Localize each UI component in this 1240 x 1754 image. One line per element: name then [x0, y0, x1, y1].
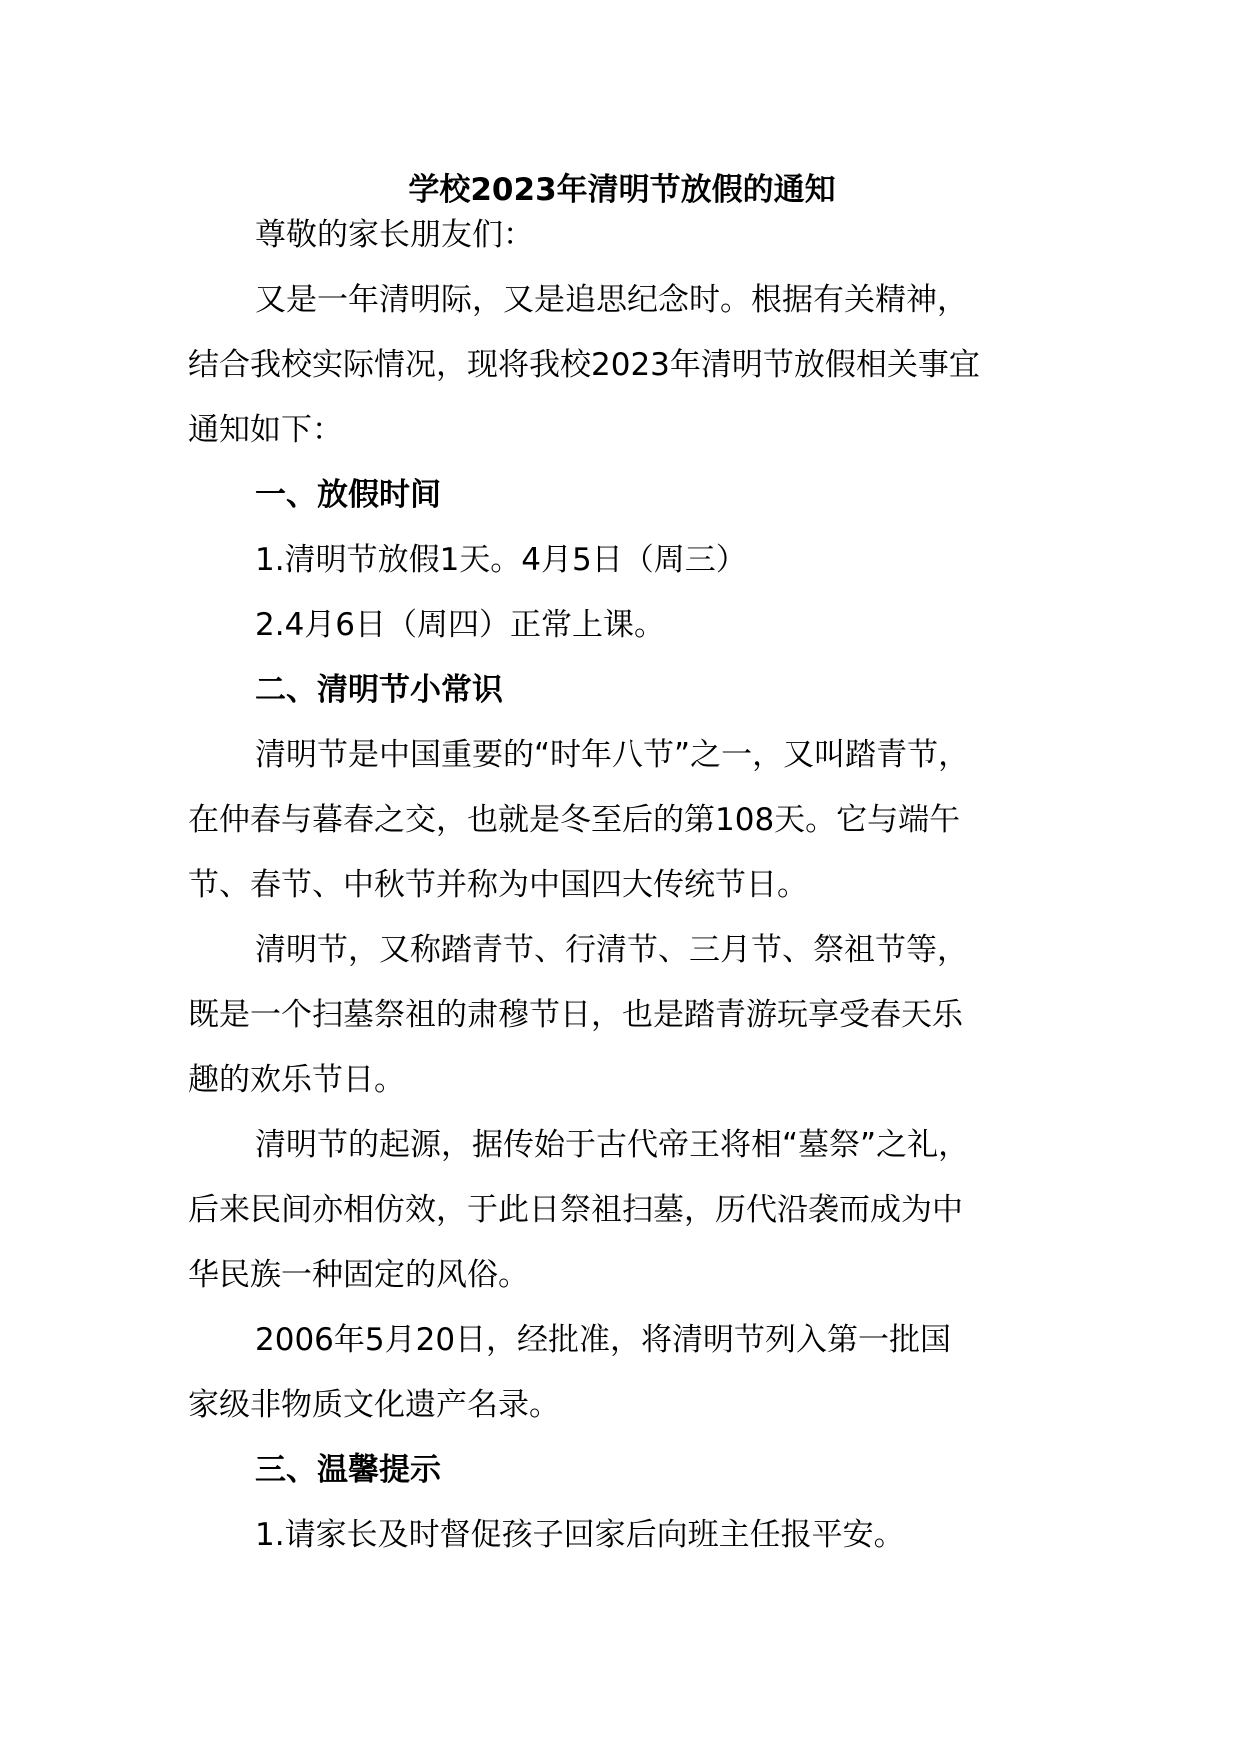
document-title: 学校2023年清明节放假的通知 [408, 172, 836, 208]
vacation-item-2: 2.4月6日（周四）正常上课。 [255, 607, 666, 643]
document-body [188, 203, 1088, 1568]
knowledge-p4-line-2: 家级非物质文化遗产名录。 [188, 1387, 560, 1423]
knowledge-p2-line-1: 清明节，又称踏青节、行清节、三月节、祭祖节等， [255, 932, 968, 968]
knowledge-p3-line-2: 后来民间亦相仿效，于此日祭祖扫墓，历代沿袭而成为中 [188, 1192, 963, 1228]
vacation-item-1: 1.清明节放假1天。4月5日（周三） [255, 542, 747, 578]
section-heading-vacation-time: 一、放假时间 [255, 477, 441, 513]
knowledge-p3-line-1: 清明节的起源，据传始于古代帝王将相“墓祭”之礼， [255, 1127, 970, 1163]
intro-line-1: 又是一年清明际，又是追思纪念时。根据有关精神， [255, 282, 968, 318]
section-heading-qingming-knowledge: 二、清明节小常识 [255, 672, 503, 708]
knowledge-p1-line-2: 在仲春与暮春之交，也就是冬至后的第108天。它与端午 [188, 802, 961, 838]
knowledge-p2-line-3: 趣的欢乐节日。 [188, 1062, 405, 1098]
knowledge-p1-line-1: 清明节是中国重要的“时年八节”之一，又叫踏青节， [255, 737, 970, 773]
knowledge-p1-line-3: 节、春节、中秋节并称为中国四大传统节日。 [188, 867, 808, 903]
intro-line-2: 结合我校实际情况，现将我校2023年清明节放假相关事宜 [188, 347, 980, 383]
knowledge-p4-line-1: 2006年5月20日，经批准，将清明节列入第一批国 [255, 1322, 952, 1358]
knowledge-p3-line-3: 华民族一种固定的风俗。 [188, 1257, 529, 1293]
section-heading-warm-tips: 三、温馨提示 [255, 1452, 441, 1488]
tips-item-1: 1.请家长及时督促孩子回家后向班主任报平安。 [255, 1517, 905, 1553]
intro-line-3: 通知如下： [188, 412, 343, 448]
greeting: 尊敬的家长朋友们： [255, 217, 534, 253]
knowledge-p2-line-2: 既是一个扫墓祭祖的肃穆节日，也是踏青游玩享受春天乐 [188, 997, 963, 1033]
